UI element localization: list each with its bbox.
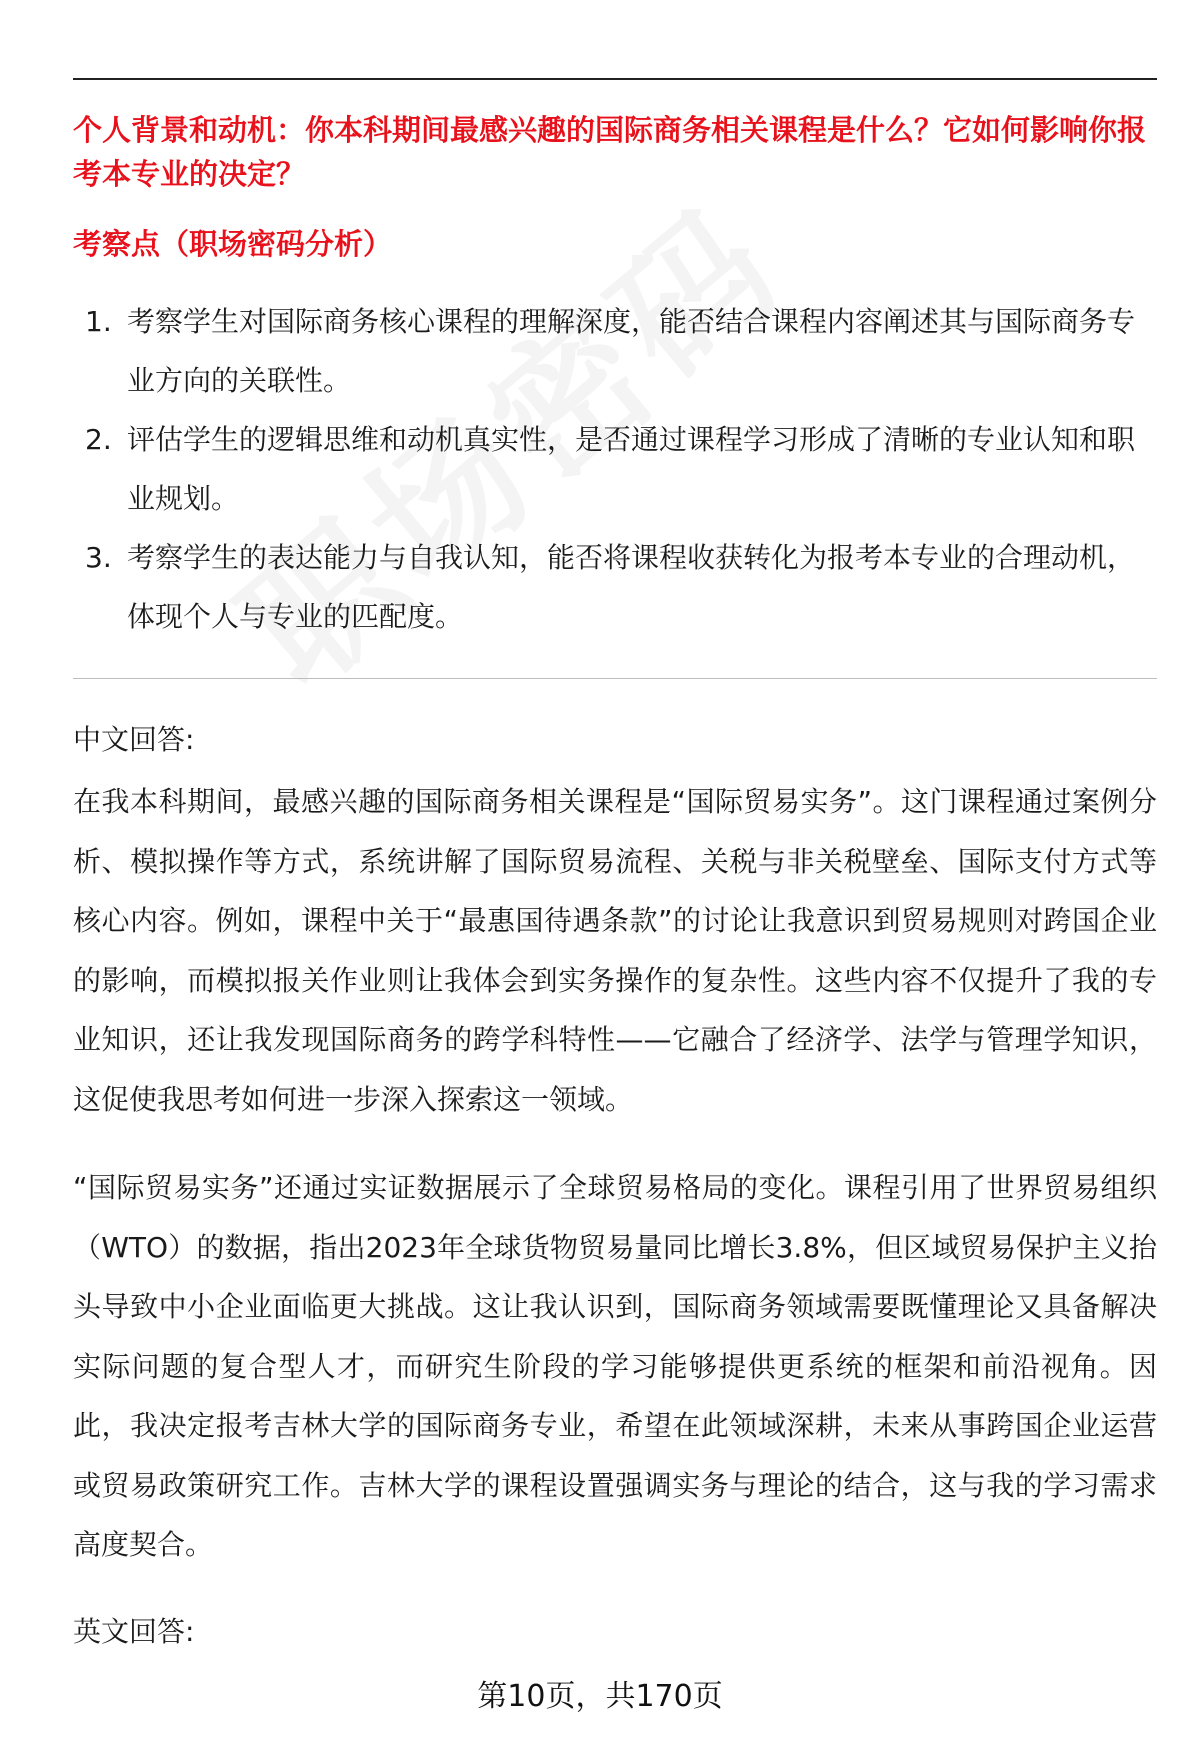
english-answer-label: 英文回答: (73, 1615, 195, 1648)
list-item (73, 410, 1157, 528)
answer-paragraph-2: “国际贸易实务”还通过实证数据展示了全球贸易格局的变化。课程引用了世界贸易组织（WTO）的数据，指出2023年全球货物贸易量同比增长3.8%，但区域贸易保护主义抬头导致中小企业面临更大挑战。这让我认识到，国际商务领域需要既懂理论又具备解决实际问题的复合型人才，而研究生阶段的学习能够提供更系统的框架和前沿视角。因此，我决定报考吉林大学的国际商务专业，希望在此领域深耕，未来从事跨国企业运营或贸易政策研究工作。吉林大学的课程设置强调实务与理论的结合，这与我的学习需求高度契合。 (73, 1171, 1157, 1561)
list-item (73, 528, 1157, 646)
chinese-answer-label: 中文回答: (73, 723, 195, 756)
answer-paragraph-1: 在我本科期间，最感兴趣的国际商务相关课程是“国际贸易实务”。这门课程通过案例分析、模拟操作等方式，系统讲解了国际贸易流程、关税与非关税壁垒、国际支付方式等核心内容。例如，课程中关于“最惠国待遇条款”的讨论让我意识到贸易规则对跨国企业的影响，而模拟报关作业则让我体会到实务操作的复杂性。这些内容不仅提升了我的专业知识，还让我发现国际商务的跨学科特性——它融合了经济学、法学与管理学知识，这促使我思考如何进一步深入探索这一领域。 (73, 785, 1157, 1116)
list-item-number: 1. (85, 305, 112, 338)
list-item-text: 考察学生对国际商务核心课程的理解深度，能否结合课程内容阐述其与国际商务专业方向的关联性。 (127, 305, 1136, 397)
list-item-number: 2. (85, 423, 112, 456)
page-number: 第10页，共170页 (477, 1679, 723, 1714)
points-list (73, 292, 1157, 646)
question-heading: 个人背景和动机：你本科期间最感兴趣的国际商务相关课程是什么？它如何影响你报考本专业的决定？ (73, 113, 1147, 191)
points-heading: 考察点（职场密码分析） (73, 227, 393, 261)
list-item-text: 考察学生的表达能力与自我认知，能否将课程收获转化为报考本专业的合理动机，体现个人与专业的匹配度。 (127, 541, 1136, 633)
top-divider (73, 78, 1157, 80)
list-item-number: 3. (85, 541, 112, 574)
list-item (73, 292, 1157, 410)
list-item-text: 评估学生的逻辑思维和动机真实性，是否通过课程学习形成了清晰的专业认知和职业规划。 (127, 423, 1136, 515)
section-divider (73, 678, 1157, 679)
